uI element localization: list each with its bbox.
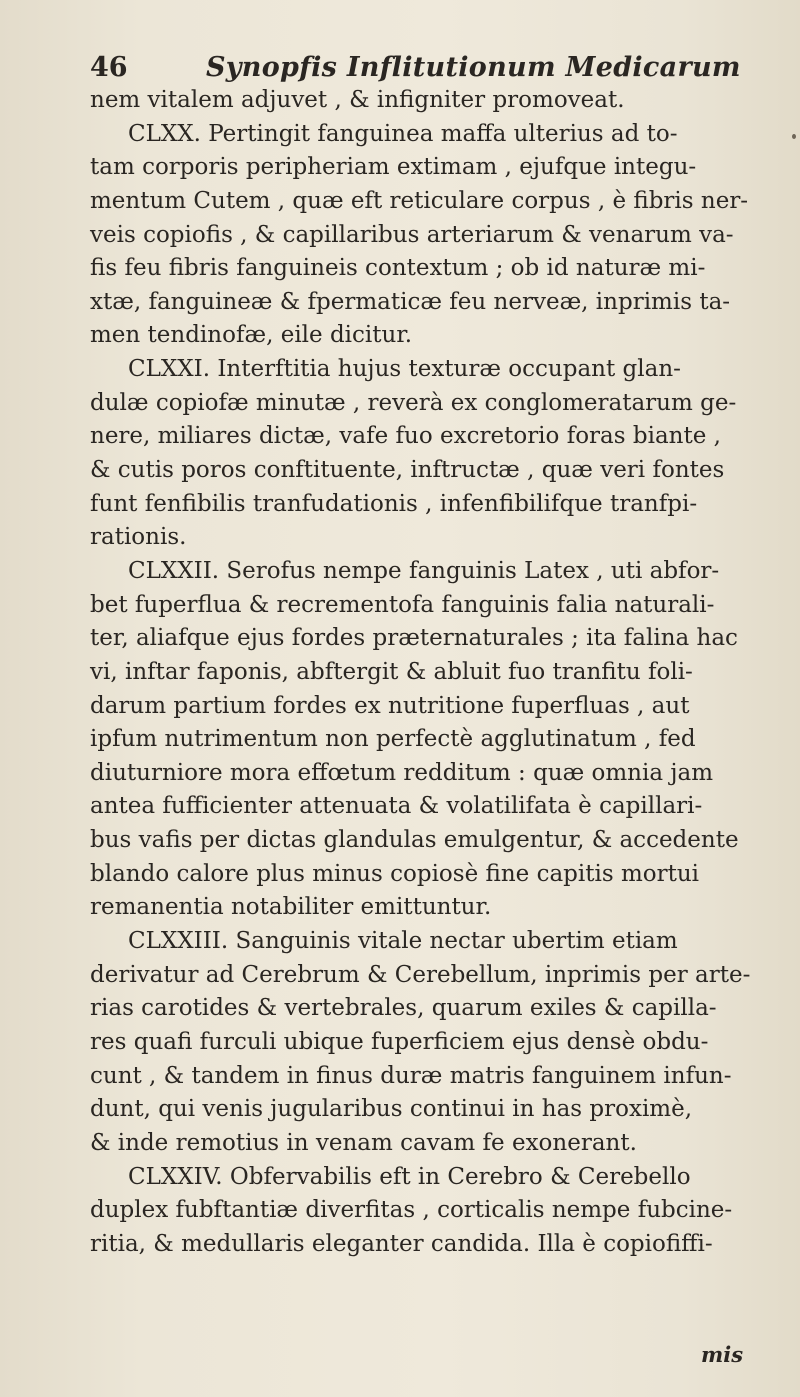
text-line: rationis. — [90, 524, 187, 551]
text-line: bet fuperflua & recrementofa fanguinis falia naturali- — [90, 591, 715, 618]
text-line: cunt , & tandem in finus duræ matris fanguinem infun- — [90, 1062, 732, 1089]
catchword: mis — [701, 1342, 744, 1367]
text-line: CLXXII. Serofus nempe fanguinis Latex , uti abfor- — [128, 557, 720, 584]
text-line: CLXXIV. Obfervabilis eft in Cerebro & Cerebello — [128, 1163, 691, 1190]
text-line: res quafi furculi ubique fuperficiem ejus densè obdu- — [90, 1028, 709, 1055]
text-line: vi, inftar faponis, abftergit & abluit fuo tranfitu foli- — [90, 658, 693, 685]
text-line: men tendinofæ, eile dicitur. — [90, 322, 413, 349]
text-line: dunt, qui venis jugularibus continui in has proximè, — [90, 1096, 693, 1123]
running-title: Synopfis Inflitutionum Medicarum — [206, 52, 741, 83]
body-text — [90, 84, 770, 1261]
text-line: & inde remotius in venam cavam fe exonerant. — [90, 1129, 637, 1156]
text-line: mentum Cutem , quæ eft reticulare corpus , è fibris ner- — [90, 187, 749, 214]
text-line: fis feu fibris fanguineis contextum ; ob id naturæ mi- — [90, 255, 706, 282]
text-line: derivatur ad Cerebrum & Cerebellum, inprimis per arte- — [90, 961, 751, 988]
text-line: nem vitalem adjuvet , & infigniter promoveat. — [90, 87, 625, 113]
text-line: CLXXIII. Sanguinis vitale nectar ubertim etiam — [128, 928, 678, 955]
text-line: rias carotides & vertebrales, quarum exiles & capilla- — [90, 995, 717, 1022]
text-line: tam corporis peripheriam extimam , ejufque integu- — [90, 154, 697, 181]
ink-speck — [792, 134, 796, 139]
text-line: remanentia notabiliter emittuntur. — [90, 894, 492, 921]
text-line: dulæ copiofæ minutæ , reverà ex conglomeratarum ge- — [90, 389, 737, 416]
text-line: & cutis poros conftituente, inftructæ , quæ veri fontes — [90, 457, 725, 484]
text-line: darum partium fordes ex nutritione fuperfluas , aut — [90, 692, 690, 719]
page-number: 46 — [90, 52, 128, 83]
text-line: bus vafis per dictas glandulas emulgentur, & accedente — [90, 827, 739, 854]
text-line: ritia, & medullaris eleganter candida. Illa è copiofiffi- — [90, 1230, 713, 1257]
text-line: antea fufficienter attenuata & volatilifata è capillari- — [90, 793, 703, 820]
text-line: funt fenfibilis tranfudationis , infenfibilifque tranfpi- — [90, 490, 698, 517]
text-line: ipfum nutrimentum non perfectè agglutinatum , fed — [90, 726, 696, 753]
text-line: CLXXI. Interftitia hujus texturæ occupant glan- — [128, 356, 681, 383]
text-line: ter, aliafque ejus fordes præternaturales ; ita falina hac — [90, 625, 738, 652]
text-line: diuturniore mora effœtum redditum : quæ omnia jam — [90, 759, 714, 786]
running-header — [90, 48, 770, 88]
text-line: CLXX. Pertingit fanguinea maffa ulterius ad to- — [128, 120, 678, 147]
text-line: xtæ, fanguineæ & fpermaticæ feu nerveæ, inprimis ta- — [90, 288, 731, 315]
text-line: blando calore plus minus copiosè fine capitis mortui — [90, 860, 700, 887]
text-line: duplex fubftantiæ diverfitas , corticalis nempe fubcine- — [90, 1197, 733, 1224]
text-line: veis copiofis , & capillaribus arteriarum & venarum va- — [90, 221, 734, 248]
text-line: nere, miliares dictæ, vafe fuo excretorio foras biante , — [90, 423, 721, 450]
